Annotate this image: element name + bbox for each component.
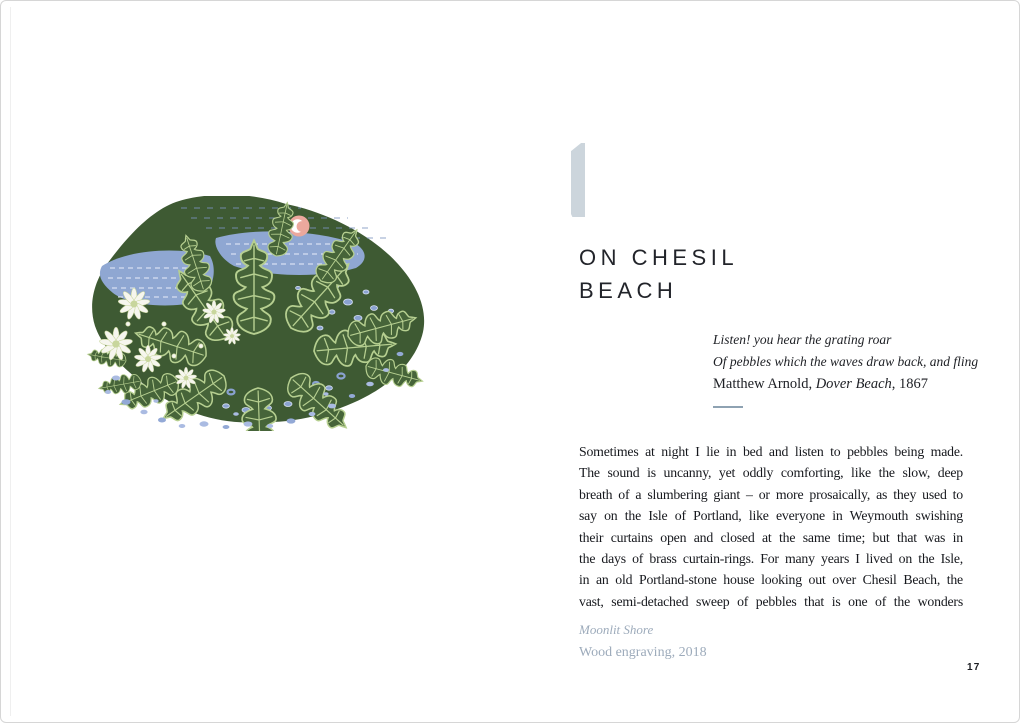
body-text-line: in an old Portland-stone house looking out over Chesil Beach, the	[579, 572, 963, 588]
epigraph-line: Of pebbles which the waves draw back, and fling	[713, 354, 979, 369]
page-number: 17	[967, 662, 981, 673]
moonlit-shore-illustration	[86, 196, 429, 431]
body-text-line: vast, semi-detached sweep of pebbles that is one of the wonders	[579, 593, 963, 609]
cited-work-title: Dover Beach	[815, 376, 892, 392]
chapter-title-line2: BEACH	[579, 277, 678, 303]
body-text-line: the days of brass curtain-rings. For many years I lived on the Isle,	[579, 550, 963, 566]
body-text-line: The sound is uncanny, yet oddly comforting, like the slow, deep	[579, 465, 963, 481]
section-divider-rule	[713, 406, 743, 408]
illustration-caption-title: Moonlit Shore	[579, 622, 654, 637]
body-text-line: say on the Isle of Portland, like everyone in Weymouth swishing	[579, 508, 963, 524]
body-text-line: breath of a slumbering giant – or more prosaically, as they used to	[579, 486, 963, 502]
epigraph	[713, 329, 979, 395]
epigraph-line: Listen! you hear the grating roar	[713, 332, 892, 347]
chapter-number-numeral	[571, 143, 585, 217]
chapter-title-line1: ON CHESIL	[579, 245, 739, 270]
epigraph-attribution: Matthew Arnold, Dover Beach, 1867	[713, 376, 929, 392]
body-paragraph	[579, 441, 963, 612]
body-text-line: Sometimes at night I lie in bed and listen to pebbles being made.	[579, 444, 963, 459]
page-edge-line	[10, 7, 11, 716]
chapter-title	[579, 242, 738, 307]
wood-engraving-svg	[86, 196, 429, 431]
body-text-line: their curtains open and closed at the same time; but that was in	[579, 529, 963, 545]
illustration-caption-medium: Wood engraving, 2018	[579, 645, 707, 660]
